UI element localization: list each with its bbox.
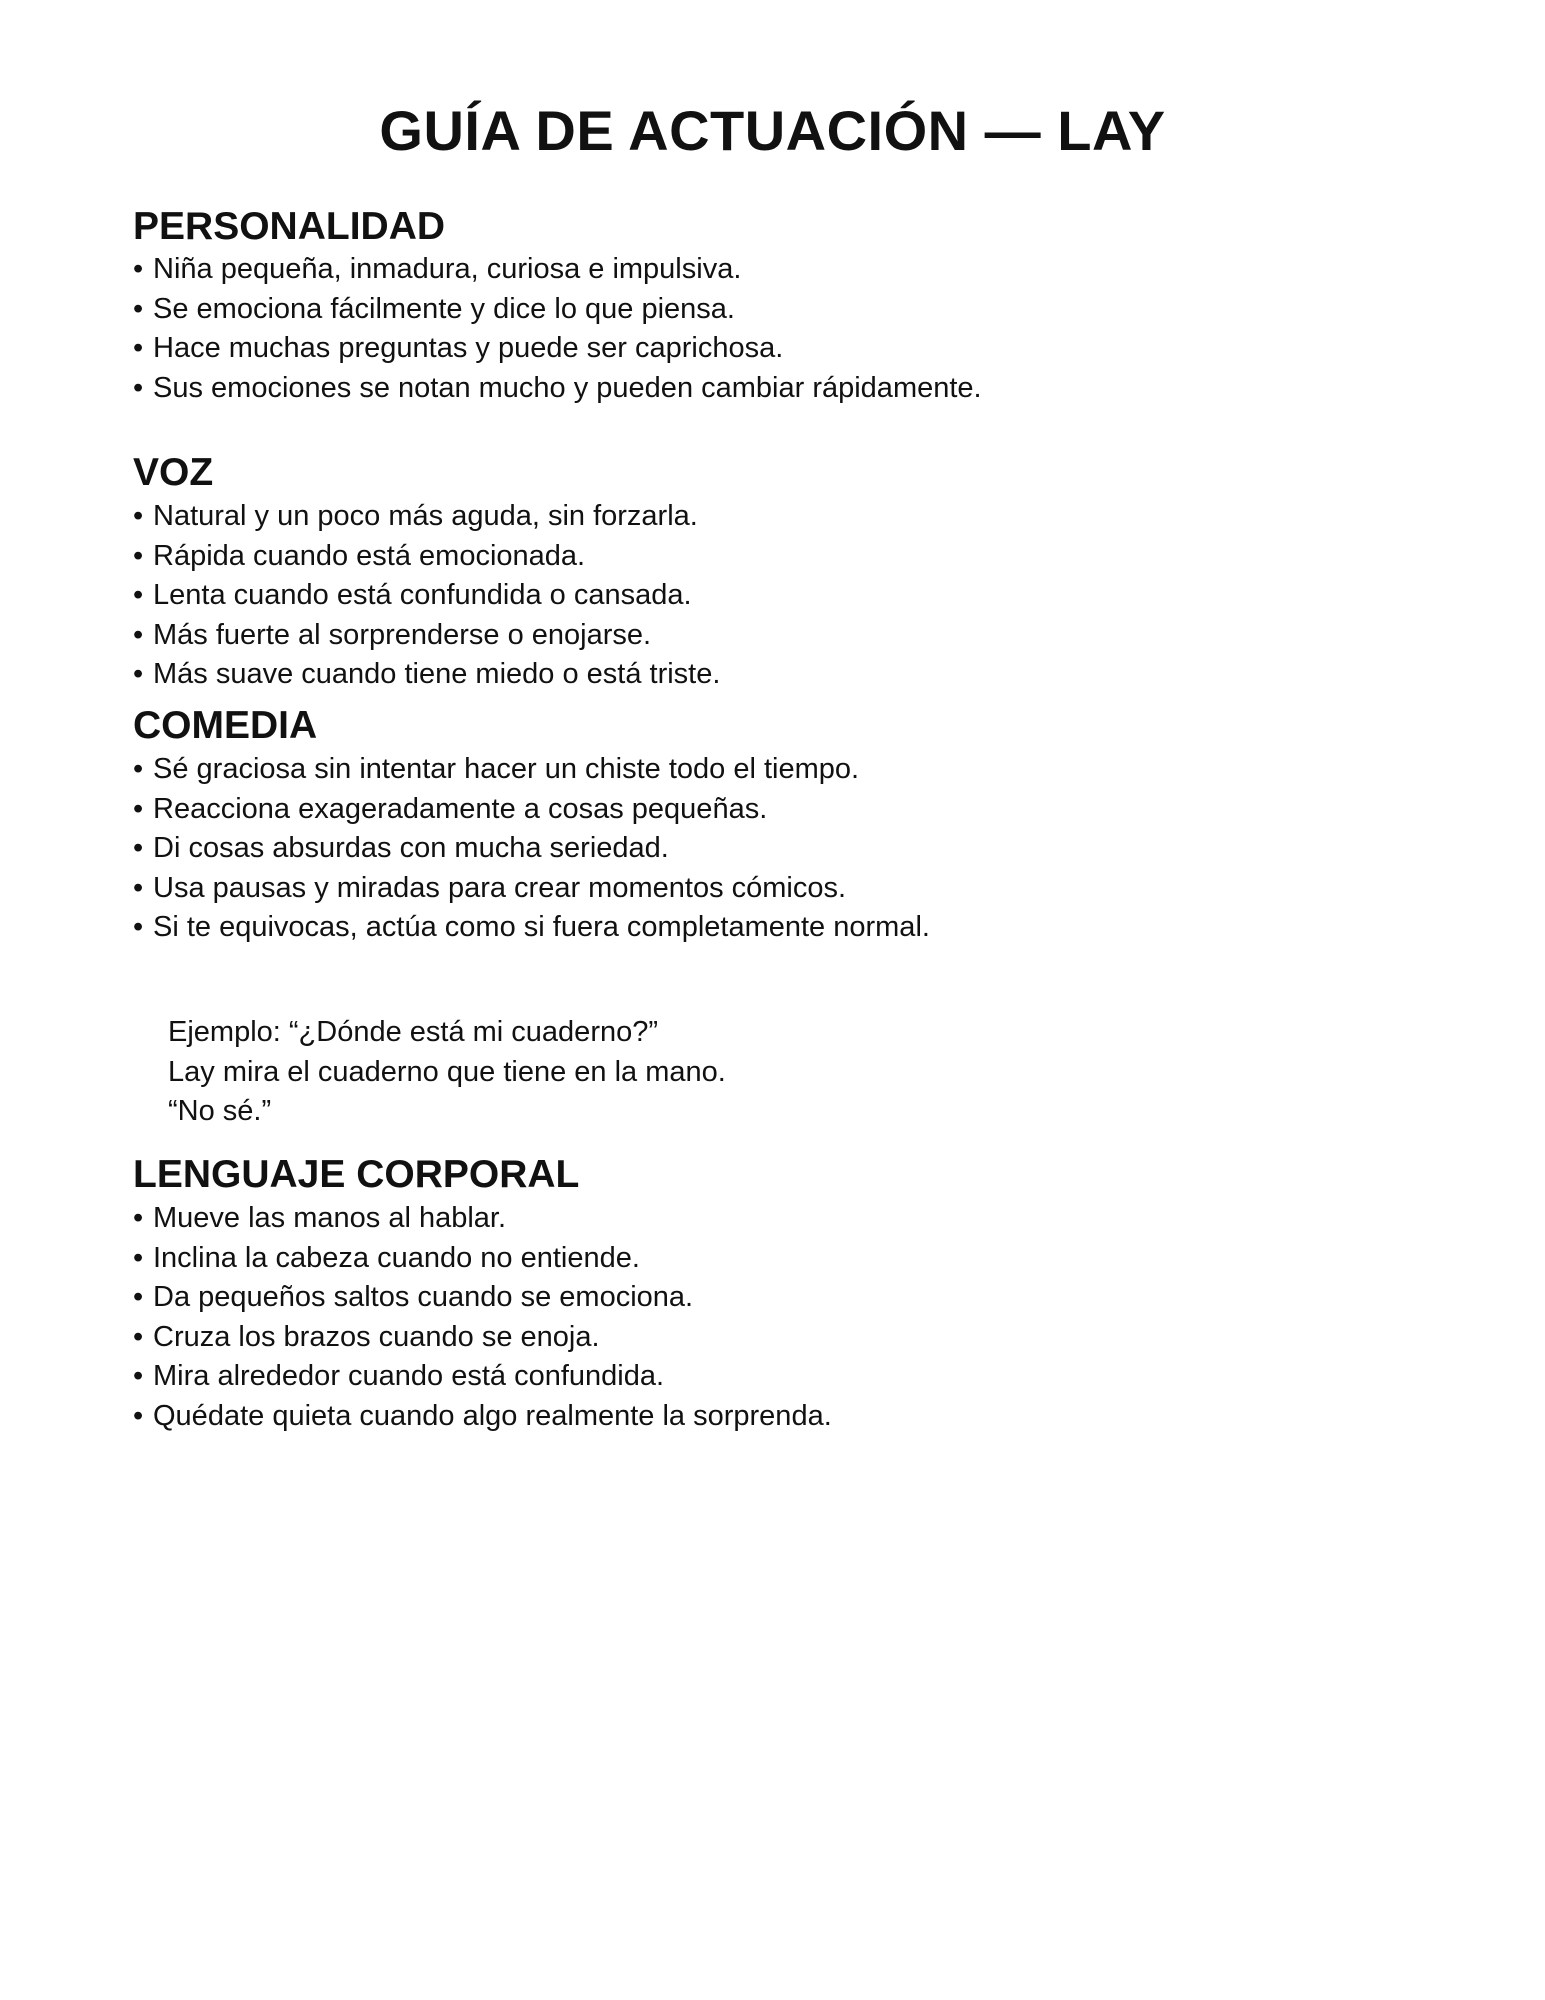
example-line: Ejemplo: “¿Dónde está mi cuaderno?” [168, 1016, 659, 1048]
list-item: • Da pequeños saltos cuando se emociona. [133, 1278, 832, 1318]
bullet-icon: • [133, 871, 144, 904]
list-item: • Mueve las manos al hablar. [133, 1199, 832, 1239]
list-item: • Niña pequeña, inmadura, curiosa e impulsiva. [133, 250, 982, 290]
list-item: • Di cosas absurdas con mucha seriedad. [133, 829, 930, 869]
list-item: • Rápida cuando está emocionada. [133, 537, 720, 577]
section-heading-lenguaje-corporal: LENGUAJE CORPORAL [133, 1153, 580, 1196]
list-item: • Usa pausas y miradas para crear momentos cómicos. [133, 869, 930, 909]
personalidad-list [133, 250, 982, 408]
bullet-icon: • [133, 1320, 144, 1353]
bullet-icon: • [133, 618, 144, 651]
bullet-icon: • [133, 832, 144, 864]
list-item: • Quédate quieta cuando algo realmente la sorprenda. [133, 1397, 832, 1437]
list-item: • Sus emociones se notan mucho y pueden cambiar rápidamente. [133, 369, 982, 409]
bullet-icon: • [133, 579, 144, 611]
bullet-icon: • [133, 1281, 144, 1313]
list-item: • Inclina la cabeza cuando no entiende. [133, 1239, 832, 1279]
bullet-icon: • [133, 658, 144, 690]
list-item: • Reacciona exageradamente a cosas pequeñas. [133, 790, 930, 830]
bullet-icon: • [133, 792, 144, 825]
bullet-icon: • [133, 911, 144, 943]
list-item: • Sé graciosa sin intentar hacer un chiste todo el tiempo. [133, 750, 930, 790]
list-item: • Mira alrededor cuando está confundida. [133, 1357, 832, 1397]
list-item: • Si te equivocas, actúa como si fuera completamente normal. [133, 908, 930, 948]
section-heading-personalidad: PERSONALIDAD [133, 205, 446, 248]
list-item: • Cruza los brazos cuando se enoja. [133, 1318, 832, 1358]
bullet-icon: • [133, 500, 144, 532]
list-item: • Más fuerte al sorprenderse o enojarse. [133, 616, 720, 656]
lenguaje-corporal-list [133, 1199, 832, 1436]
list-item: • Natural y un poco más aguda, sin forzarla. [133, 497, 720, 537]
example-line: “No sé.” [168, 1095, 272, 1127]
bullet-icon: • [133, 539, 144, 572]
list-item: • Se emociona fácilmente y dice lo que piensa. [133, 290, 982, 330]
list-item: • Más suave cuando tiene miedo o está triste. [133, 655, 720, 695]
bullet-icon: • [133, 253, 144, 285]
page-title: GUÍA DE ACTUACIÓN — LAY [379, 99, 1166, 162]
bullet-icon: • [133, 292, 144, 325]
list-item: • Hace muchas preguntas y puede ser caprichosa. [133, 329, 982, 369]
comedia-list [133, 750, 930, 948]
bullet-icon: • [133, 1241, 144, 1274]
bullet-icon: • [133, 1202, 144, 1234]
section-heading-comedia: COMEDIA [133, 704, 318, 747]
example-line: Lay mira el cuaderno que tiene en la mano. [168, 1055, 726, 1088]
bullet-icon: • [133, 1360, 144, 1392]
bullet-icon: • [133, 371, 144, 404]
bullet-icon: • [133, 753, 144, 785]
voz-list [133, 497, 720, 695]
bullet-icon: • [133, 332, 144, 364]
section-heading-voz: VOZ [133, 451, 214, 494]
list-item: • Lenta cuando está confundida o cansada. [133, 576, 720, 616]
bullet-icon: • [133, 1399, 144, 1432]
comedia-example [168, 1013, 726, 1132]
